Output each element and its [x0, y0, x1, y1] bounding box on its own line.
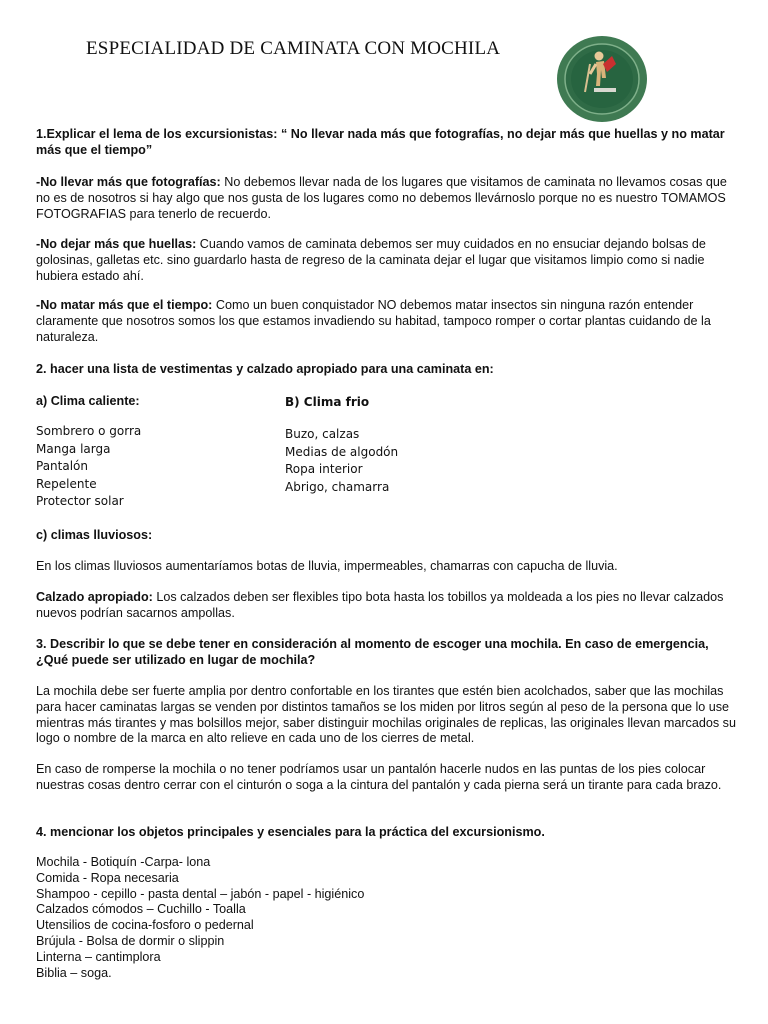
hot-climate-label: a) Clima caliente: [36, 394, 140, 408]
cold-climate-label: B) Clima frio [285, 395, 370, 409]
rainy-climate-label: c) climas lluviosos: [36, 528, 153, 542]
list-item: Repelente [36, 476, 97, 491]
q2-heading: 2. hacer una lista de vestimentas y calzado apropiado para una caminata en: [36, 362, 494, 376]
list-item: Calzados cómodos – Cuchillo - Toalla [36, 902, 246, 917]
cold-climate-list [285, 426, 398, 496]
q1-heading: 1.Explicar el lema de los excursionistas: “ No llevar nada más que fotografías, no dejar más que huellas y no matar más que el tiempo” [36, 127, 725, 157]
q1-item-3-text: Como un buen conquistador NO debemos matar insectos sin ninguna razón entender claramente que nosotros somos los que estamos invadiendo su habitad, tampoco romper o cortar plantas cuidando de la naturaleza. [36, 298, 711, 344]
list-item: Brújula - Bolsa de dormir o slippin [36, 933, 225, 948]
list-item: Ropa interior [285, 462, 363, 476]
page-title: ESPECIALIDAD DE CAMINATA CON MOCHILA [86, 38, 501, 59]
q1-item-1-label: -No llevar más que fotografías: [36, 175, 221, 189]
list-item: Shampoo - cepillo - pasta dental – jabón - papel - higiénico [36, 886, 365, 901]
q1-item-2-label: -No dejar más que huellas: [36, 237, 197, 251]
q1-item-3-label: -No matar más que el tiempo: [36, 298, 213, 312]
list-item: Abrigo, chamarra [285, 479, 390, 494]
q4-heading: 4. mencionar los objetos principales y esenciales para la práctica del excursionismo. [36, 825, 545, 839]
list-item: Utensilios de cocina-fosforo o pedernal [36, 918, 254, 933]
shoes-paragraph [36, 590, 736, 622]
q1-item-1 [36, 175, 736, 222]
list-item: Buzo, calzas [285, 427, 360, 441]
q1-item-2-text: Cuando vamos de caminata debemos ser muy cuidados en no ensuciar dejando bolsas de golosinas, galletas etc. sino guardarlo hasta de regreso de la caminata dejar el lugar que visitamos limpio como si nadie hubiera estado ahí. [36, 237, 706, 283]
q3-paragraph-2: En caso de romperse la mochila o no tener podríamos usar un pantalón hacerle nudos en las puntas de los pies colocar nuestras cosas dentro cerrar con el cinturón o soga a la cintura del pantalón y cada pierna será un tirante para cada brazo. [36, 762, 722, 792]
hiker-icon [556, 34, 648, 124]
list-item: Mochila - Botiquín -Carpa- lona [36, 855, 211, 869]
q3-heading: 3. Describir lo que se debe tener en consideración al momento de escoger una mochila. En caso de emergencia, ¿Qué puede ser utilizado en lugar de mochila? [36, 637, 709, 667]
q1-item-2 [36, 237, 736, 284]
list-item: Sombrero o gorra [36, 424, 142, 438]
q3-paragraph-1: La mochila debe ser fuerte amplia por dentro confortable en los tirantes que estén bien acolchados, saber que las mochilas para hacer caminatas largas se venden por distintos tamaños se los miden por litros según al peso de la persona que lo use mientras más tirantes y mas bolsillos mejor, saber distinguir mochilas originales de replicas, las originales llevan marcados su logo o nombre de la marca en alto relieve en cada uno de los cierres de metal. [36, 684, 736, 746]
list-item: Linterna – cantimplora [36, 949, 161, 964]
q1-item-3 [36, 298, 736, 345]
essentials-list [36, 855, 364, 981]
q1-item-1-text: No debemos llevar nada de los lugares que visitamos de caminata no llevamos cosas que no es de nosotros si hay algo que nos gusta de los lugares como no debemos llevárnoslo porque no es nuestro TOMAMOS FOTOGRAFIAS para tenerlo de recuerdo. [36, 175, 727, 221]
list-item: Pantalón [36, 459, 88, 473]
shoes-label: Calzado apropiado: [36, 590, 153, 604]
list-item: Protector solar [36, 494, 124, 508]
hot-climate-list [36, 423, 141, 511]
shoes-text: Los calzados deben ser flexibles tipo bota hasta los tobillos ya moldeada a los pies no llevar calzados nuevos podrían sacarnos ampollas. [36, 590, 724, 620]
list-item: Comida - Ropa necesaria [36, 870, 179, 885]
rainy-climate-text: En los climas lluviosos aumentaríamos botas de lluvia, impermeables, chamarras con capucha de lluvia. [36, 559, 618, 573]
list-item: Medias de algodón [285, 444, 399, 459]
list-item: Manga larga [36, 441, 111, 456]
list-item: Biblia – soga. [36, 965, 112, 980]
